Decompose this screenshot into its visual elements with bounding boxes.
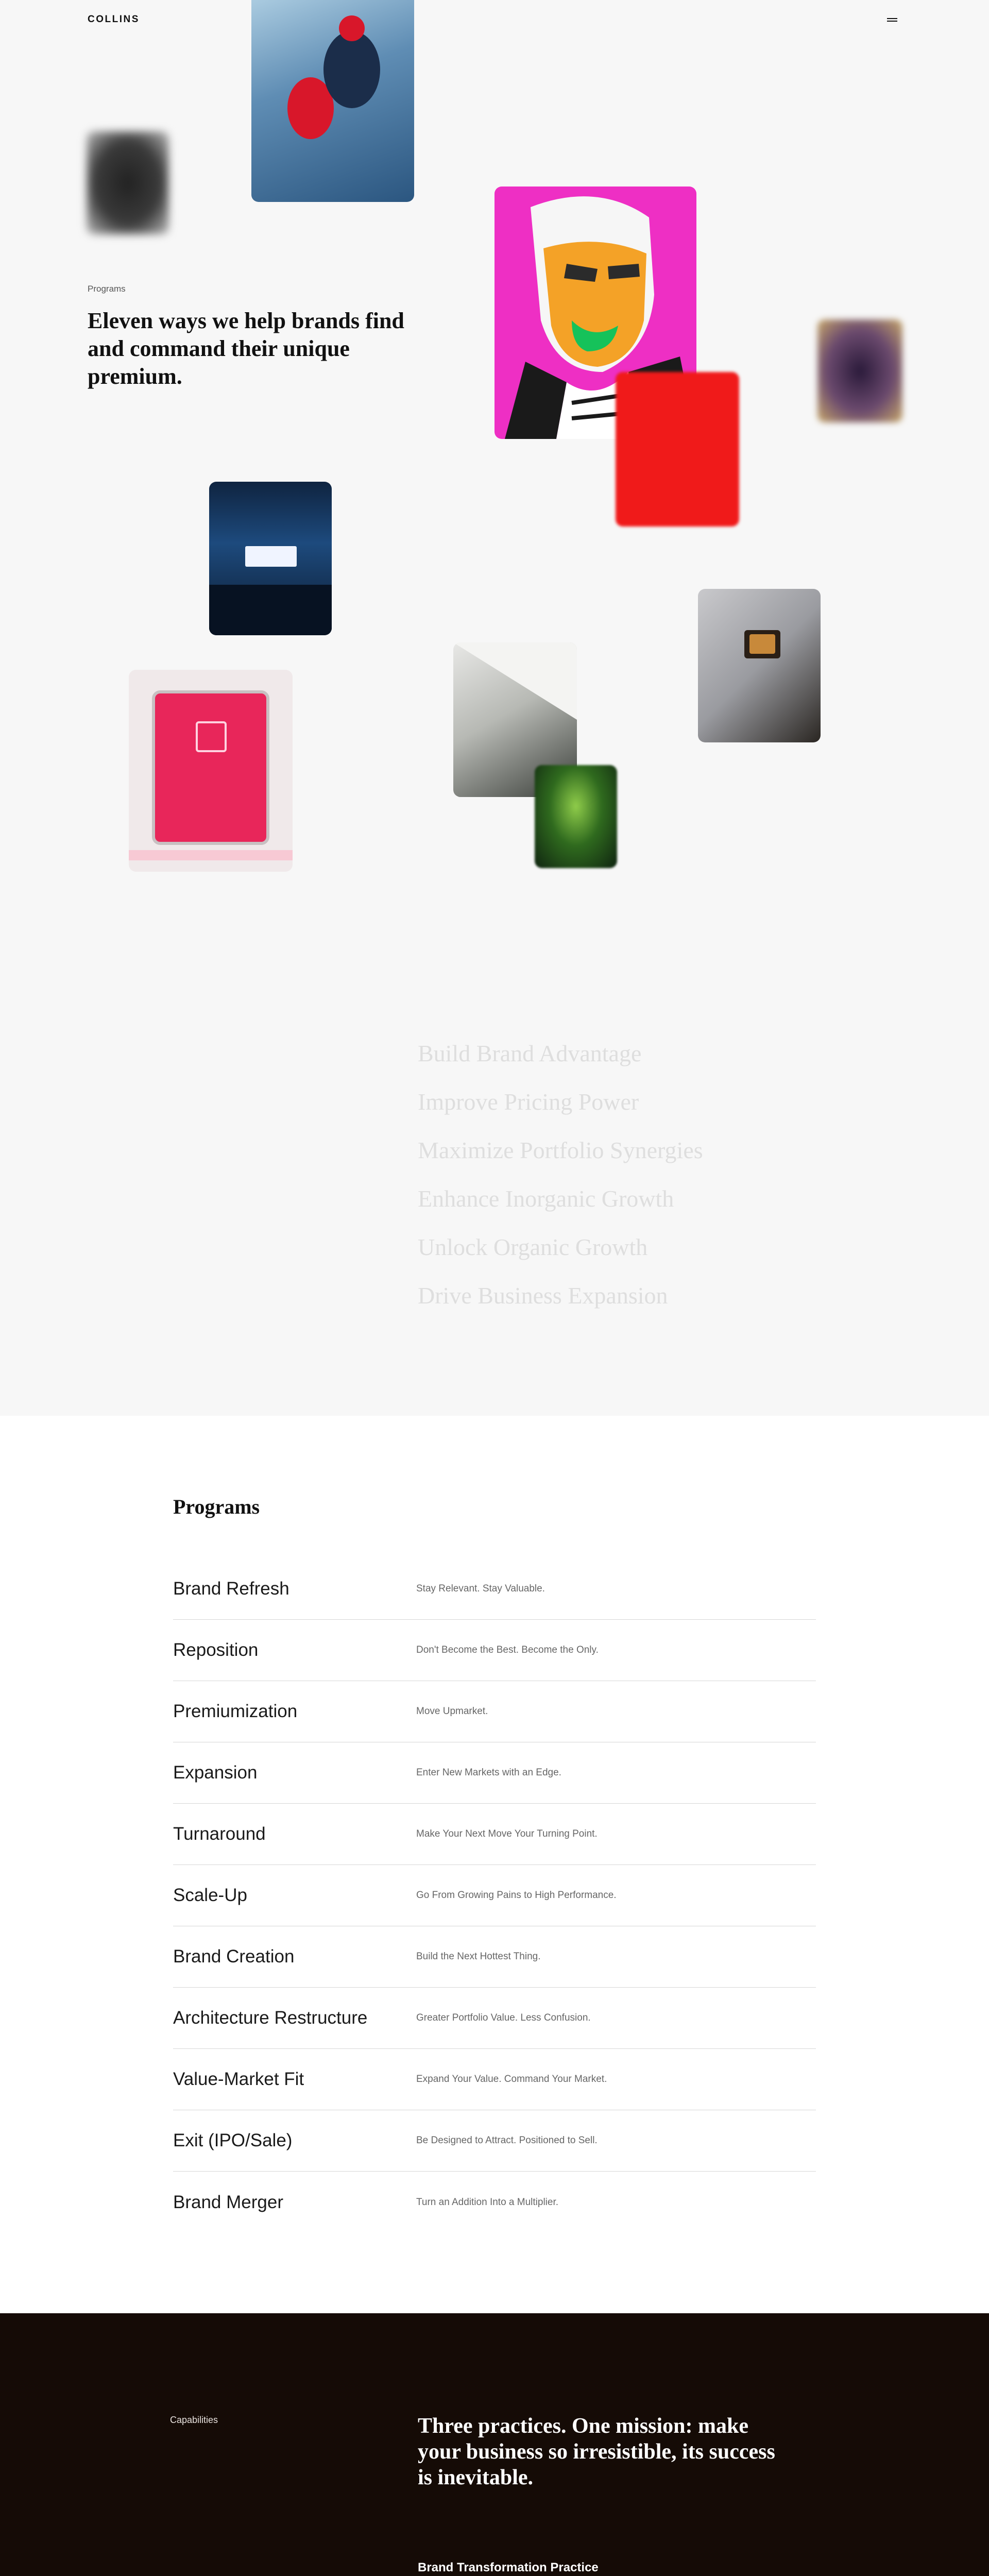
program-name: Brand Refresh	[173, 1579, 289, 1599]
program-row-brand-merger[interactable]	[173, 2172, 816, 2233]
program-name: Brand Creation	[173, 1946, 295, 1967]
program-row-scale-up[interactable]	[173, 1865, 816, 1926]
image-car-seat	[698, 589, 821, 742]
logo[interactable]: COLLINS	[88, 14, 140, 25]
outcome-item: Maximize Portfolio Synergies	[418, 1137, 703, 1163]
programs-list	[173, 1558, 816, 2233]
programs-section	[0, 1416, 989, 2313]
program-name: Premiumization	[173, 1701, 298, 1721]
program-row-brand-refresh[interactable]	[173, 1558, 816, 1620]
practice-title: Brand Transformation Practice	[418, 2561, 599, 2574]
program-name: Reposition	[173, 1640, 259, 1660]
program-name: Brand Merger	[173, 2192, 283, 2212]
program-row-exit[interactable]	[173, 2110, 816, 2172]
program-desc: Don't Become the Best. Become the Only.	[416, 1645, 599, 1655]
program-desc: Build the Next Hottest Thing.	[416, 1951, 541, 1962]
program-desc: Turn an Addition Into a Multiplier.	[416, 2196, 559, 2208]
image-concert-stage	[209, 482, 332, 635]
program-name: Turnaround	[173, 1824, 266, 1844]
hero-eyebrow: Programs	[88, 284, 126, 294]
mission-statement: Three practices. One mission: make your business so irresistible, its success is inevitable.	[418, 2414, 775, 2489]
practices-list	[418, 2561, 825, 2576]
image-pink-device	[129, 670, 293, 872]
menu-icon[interactable]	[885, 14, 899, 25]
program-row-architecture-restructure[interactable]	[173, 1988, 816, 2049]
hero-title: Eleven ways we help brands find and command their unique premium.	[88, 308, 404, 389]
capabilities-label: Capabilities	[170, 2415, 218, 2425]
program-row-reposition[interactable]	[173, 1620, 816, 1681]
outcomes-list	[418, 1029, 703, 1320]
outcome-item: Enhance Inorganic Growth	[418, 1185, 674, 1212]
image-blurred-purple	[817, 319, 902, 422]
program-row-brand-creation[interactable]	[173, 1926, 816, 1988]
program-desc: Greater Portfolio Value. Less Confusion.	[416, 2012, 591, 2023]
program-name: Architecture Restructure	[173, 2008, 368, 2028]
program-desc: Go From Growing Pains to High Performance.	[416, 1890, 617, 1901]
outcome-item: Unlock Organic Growth	[418, 1234, 648, 1260]
outcome-item: Improve Pricing Power	[418, 1089, 639, 1115]
program-name: Scale-Up	[173, 1885, 247, 1905]
program-desc: Be Designed to Attract. Positioned to Sell.	[416, 2135, 598, 2146]
program-name: Expansion	[173, 1762, 258, 1783]
program-desc: Make Your Next Move Your Turning Point.	[416, 1828, 598, 1839]
program-name: Value-Market Fit	[173, 2069, 304, 2089]
programs-title: Programs	[173, 1495, 260, 1518]
program-name: Exit (IPO/Sale)	[173, 2130, 293, 2150]
image-blurred-dark	[87, 131, 169, 234]
image-red-poster	[616, 372, 739, 527]
image-green-light	[535, 765, 617, 868]
program-desc: Enter New Markets with an Edge.	[416, 1767, 561, 1778]
program-desc: Move Upmarket.	[416, 1706, 488, 1717]
program-row-premiumization[interactable]	[173, 1681, 816, 1742]
program-row-expansion[interactable]	[173, 1742, 816, 1804]
practice-item	[418, 2561, 825, 2576]
program-row-turnaround[interactable]	[173, 1804, 816, 1865]
capabilities-section	[0, 2313, 989, 2576]
image-elmo	[251, 0, 414, 202]
program-row-value-market-fit[interactable]	[173, 2049, 816, 2110]
outcome-item: Drive Business Expansion	[418, 1282, 668, 1309]
program-desc: Stay Relevant. Stay Valuable.	[416, 1583, 545, 1594]
outcome-item: Build Brand Advantage	[418, 1040, 642, 1066]
program-desc: Expand Your Value. Command Your Market.	[416, 2074, 607, 2084]
